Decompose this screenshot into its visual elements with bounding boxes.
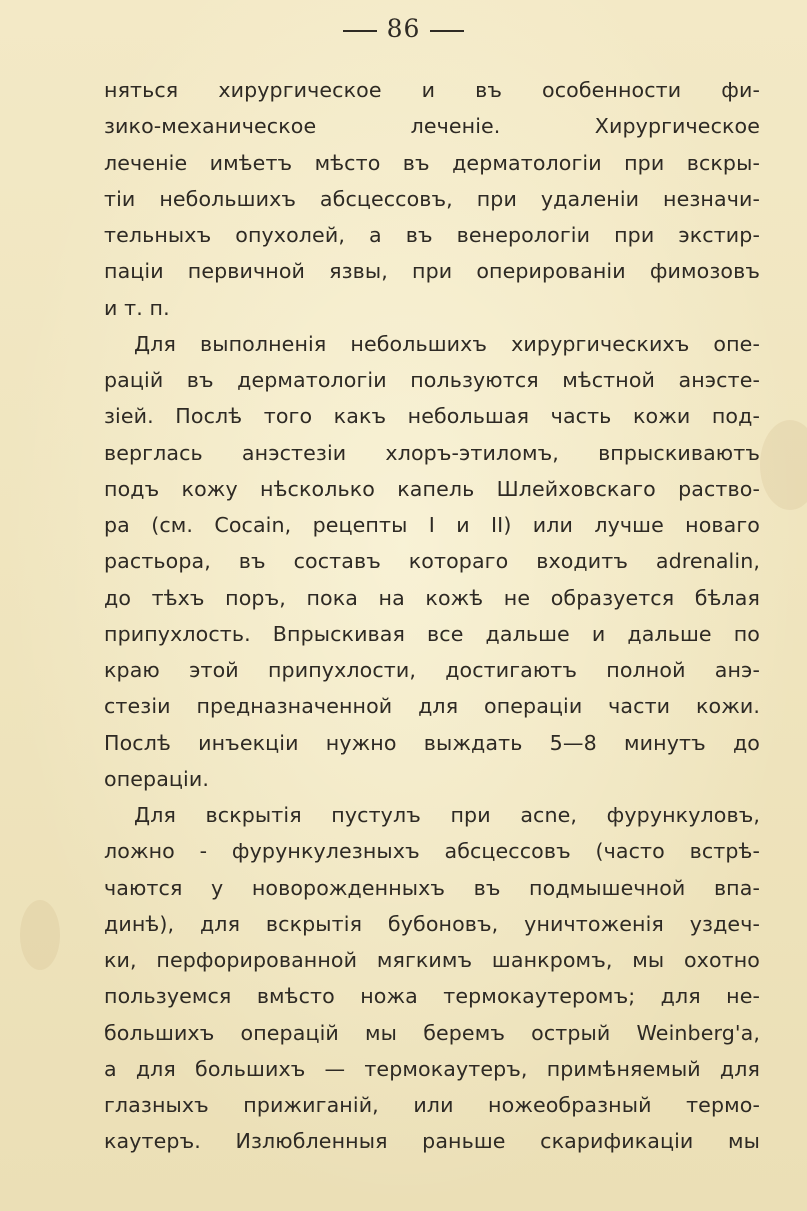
text-line: Для вскрытія пустулъ при acne, фурункуловъ, (134, 803, 760, 827)
dash-right (430, 30, 464, 32)
text-line: тельныхъ опухолей, а въ венерологіи при экстир- (104, 223, 760, 247)
text-line: ки, перфорированной мягкимъ шанкромъ, мы охотно (104, 948, 760, 972)
text-line: стезіи предназначенной для операціи части кожи. (104, 694, 760, 719)
text-line: растьора, въ составъ котораго входитъ adrenalin, (104, 549, 760, 574)
text-line: а для большихъ — термокаутеръ, примѣняемый для (104, 1056, 760, 1081)
text-line: пользуемся вмѣсто ножа термокаутеромъ; для не- (104, 984, 760, 1009)
text-line: припухлость. Впрыскивая все дальше и дальше по (104, 621, 760, 646)
text-line: зіей. Послѣ того какъ небольшая часть кожи под- (104, 404, 760, 429)
text-line: большихъ операцій мы беремъ острый Weinberg'a, (104, 1020, 760, 1045)
text-line: тіи небольшихъ абсцессовъ, при удаленіи незначи- (104, 186, 760, 211)
text-line: леченіе имѣетъ мѣсто въ дерматологіи при вскры- (104, 150, 760, 175)
text-line: подъ кожу нѣсколько капель Шлейховскаго раство- (104, 476, 760, 501)
text-line: глазныхъ прижиганій, или ножеобразный термо- (104, 1093, 760, 1117)
text-line: краю этой припухлости, достигаютъ полной анэ- (104, 658, 760, 682)
text-line: чаются у новорожденныхъ въ подмышечной впа- (104, 875, 760, 900)
text-line: рацій въ дерматологіи пользуются мѣстной анэсте- (104, 368, 760, 392)
page-number (0, 14, 807, 43)
text-line: динѣ), для вскрытія бубоновъ, уничтоженія уздеч- (104, 911, 760, 936)
text-line: ра (см. Cocain, рецепты I и II) или лучше новаго (104, 513, 760, 537)
text-line: зико-механическое леченіе. Хирургическое (104, 114, 760, 139)
text-line: няться хирургическое и въ особенности фи- (104, 78, 760, 102)
text-line: Послѣ инъекціи нужно выждать 5—8 минутъ до (104, 730, 760, 755)
text-line: Для выполненія небольшихъ хирургическихъ опе- (134, 331, 760, 356)
text-line: паціи первичной язвы, при оперированіи фимозовъ (104, 259, 760, 284)
text-line: и т. п. (104, 295, 170, 320)
text-line: до тѣхъ поръ, пока на кожѣ не образуется бѣлая (104, 585, 760, 610)
page-number-value: 86 (386, 14, 421, 43)
text-line: верглась анэстезіи хлоръ-этиломъ, впрыскиваютъ (104, 440, 760, 465)
dash-left (343, 30, 377, 32)
text-line: ложно - фурункулезныхъ абсцессовъ (часто встрѣ- (104, 839, 760, 864)
body-text (104, 72, 760, 1160)
text-line: каутеръ. Излюбленныя раньше скарификаціи мы (104, 1129, 760, 1154)
text-line: операціи. (104, 766, 209, 791)
paper-stain (760, 420, 807, 510)
paper-stain (20, 900, 60, 970)
